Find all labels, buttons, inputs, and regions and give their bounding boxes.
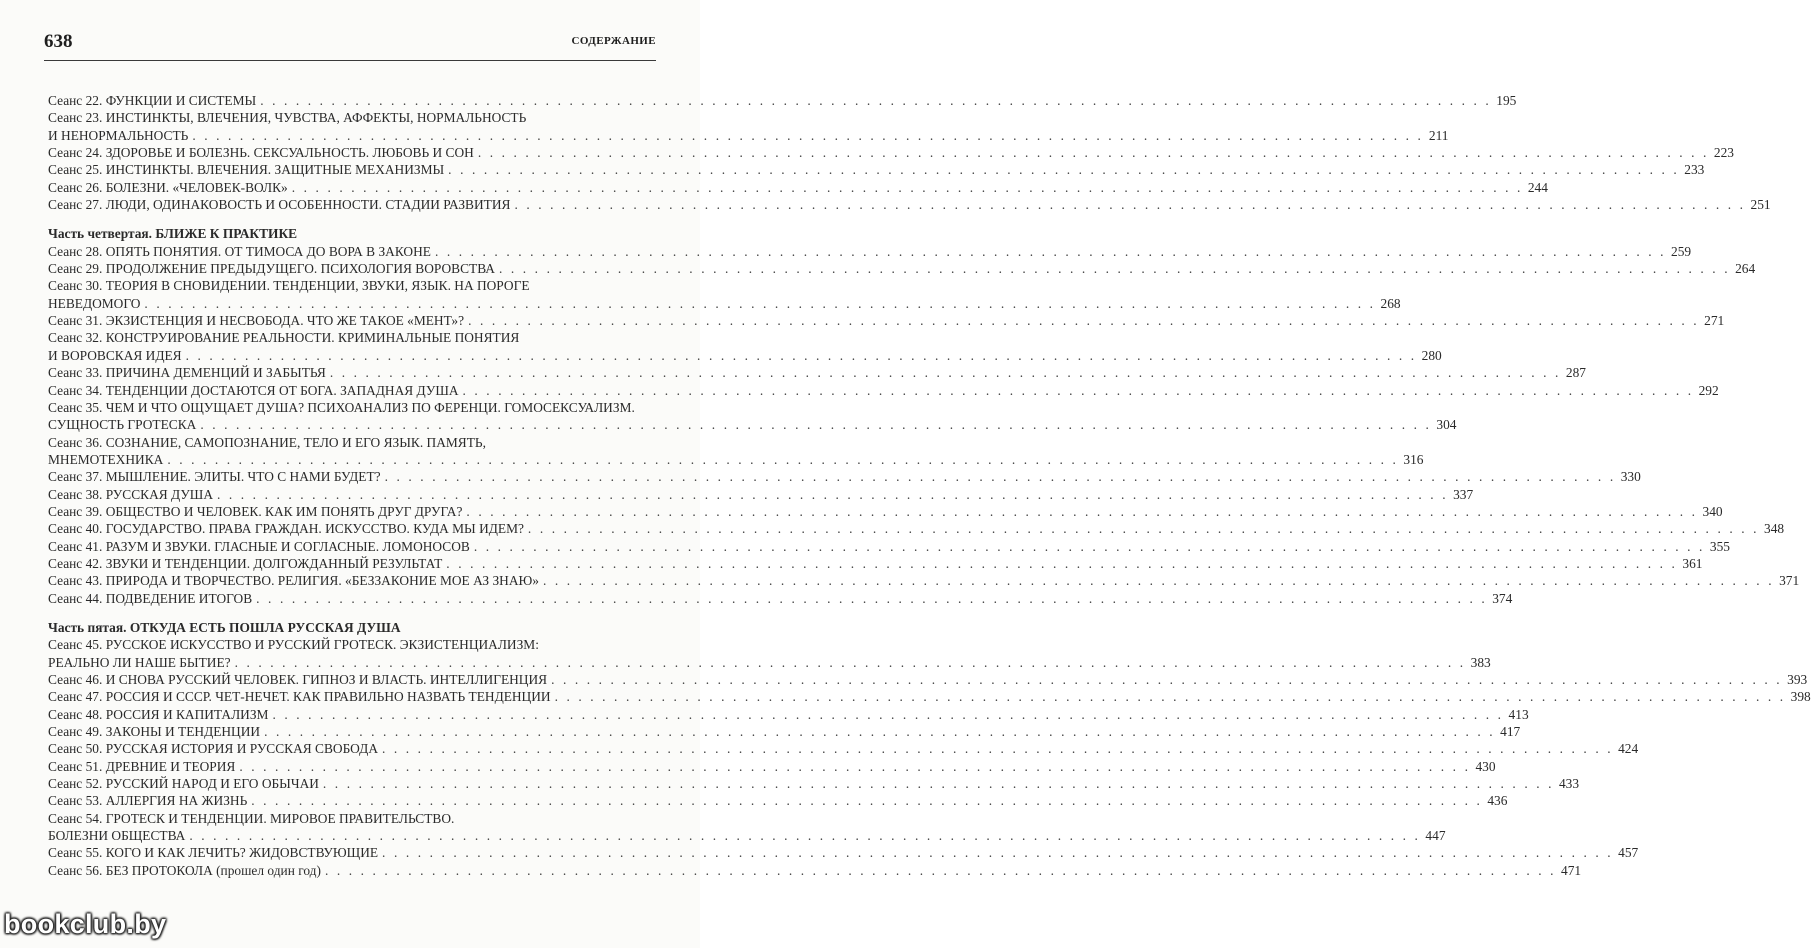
toc-entry-text: Сеанс 40. ГОСУДАРСТВО. ПРАВА ГРАЖДАН. ИСКУССТВО. КУДА МЫ ИДЕМ? — [48, 521, 524, 537]
toc-entry-text: Сеанс 25. ИНСТИНКТЫ. ВЛЕЧЕНИЯ. ЗАЩИТНЫЕ МЕХАНИЗМЫ — [48, 162, 445, 178]
toc-entry-text: Сеанс 24. ЗДОРОВЬЕ И БОЛЕЗНЬ. СЕКСУАЛЬНОСТЬ. ЛЮБОВЬ И СОН — [48, 145, 474, 161]
toc-entry-text: Сеанс 27. ЛЮДИ, ОДИНАКОВОСТЬ И ОСОБЕННОСТИ. СТАДИИ РАЗВИТИЯ — [48, 197, 511, 213]
dot-leader: . . . . . . . . . . . . . . . . . . . . . . . . . . . . . . . . . . . . . . . . . . . . . . . . . . . . . . . . . . . . . . . . . . . . . . . . . . . . . . . . . . . . . . . . . . . . . . . . . . . . . . . . — [554, 689, 1786, 705]
toc-entry — [48, 196, 1771, 213]
toc-page-number: 244 — [1527, 179, 1548, 195]
dot-leader: . . . . . . . . . . . . . . . . . . . . . . . . . . . . . . . . . . . . . . . . . . . . . . . . . . . . . . . . . . . . . . . . . . . . . . . . . . . . . . . . . . . . . . . . . . . . . . . . . . . . . . . . — [542, 573, 1775, 589]
toc-entry — [48, 688, 1811, 705]
dot-leader: . . . . . . . . . . . . . . . . . . . . . . . . . . . . . . . . . . . . . . . . . . . . . . . . . . . . . . . . . . . . . . . . . . . . . . . . . . . . . . . . . . . . . . . . . . . . . . . . . . . . . . . . — [551, 672, 1783, 687]
toc-entry — [48, 312, 1725, 329]
toc-page-number: 371 — [1779, 573, 1800, 589]
toc-entry — [48, 555, 1703, 572]
dot-leader: . . . . . . . . . . . . . . . . . . . . . . . . . . . . . . . . . . . . . . . . . . . . . . . . . . . . . . . . . . . . . . . . . . . . . . . . . . . . . . . . . . . . . . . . . . . . . . . . . . . . . . . . — [251, 793, 1483, 809]
dot-leader: . . . . . . . . . . . . . . . . . . . . . . . . . . . . . . . . . . . . . . . . . . . . . . . . . . . . . . . . . . . . . . . . . . . . . . . . . . . . . . . . . . . . . . . . . . . . . . . . . . . . . . . . — [185, 347, 1417, 363]
toc-entry-text: Сеанс 34. ТЕНДЕНЦИИ ДОСТАЮТСЯ ОТ БОГА. ЗАПАДНАЯ ДУША — [48, 382, 459, 398]
dot-leader: . . . . . . . . . . . . . . . . . . . . . . . . . . . . . . . . . . . . . . . . . . . . . . . . . . . . . . . . . . . . . . . . . . . . . . . . . . . . . . . . . . . . . . . . . . . . . . . . . . . . . . . . — [527, 521, 1760, 537]
toc-page-number: 348 — [1764, 521, 1785, 537]
dot-leader: . . . . . . . . . . . . . . . . . . . . . . . . . . . . . . . . . . . . . . . . . . . . . . . . . . . . . . . . . . . . . . . . . . . . . . . . . . . . . . . . . . . . . . . . . . . . . . . . . . . . . . . . — [234, 654, 1466, 670]
toc-entry — [48, 723, 1521, 740]
dot-leader: . . . . . . . . . . . . . . . . . . . . . . . . . . . . . . . . . . . . . . . . . . . . . . . . . . . . . . . . . . . . . . . . . . . . . . . . . . . . . . . . . . . . . . . . . . . . . . . . . . . . . . . . — [322, 776, 1555, 792]
toc-entry-text: Сеанс 39. ОБЩЕСТВО И ЧЕЛОВЕК. КАК ИМ ПОНЯТЬ ДРУГ ДРУГА? — [48, 503, 463, 519]
dot-leader: . . . . . . . . . . . . . . . . . . . . . . . . . . . . . . . . . . . . . . . . . . . . . . . . . . . . . . . . . . . . . . . . . . . . . . . . . . . . . . . . . . . . . . . . . . . . . . . . . . . . . . . . — [446, 555, 1678, 571]
dot-leader: . . . . . . . . . . . . . . . . . . . . . . . . . . . . . . . . . . . . . . . . . . . . . . . . . . . . . . . . . . . . . . . . . . . . . . . . . . . . . . . . . . . . . . . . . . . . . . . . . . . . . . . . — [192, 127, 1424, 143]
toc-entry-text: Сеанс 33. ПРИЧИНА ДЕМЕНЦИЙ И ЗАБЫТЬЯ — [48, 365, 326, 381]
watermark-logo: bookclub.by — [4, 909, 167, 939]
toc-entry-text: Сеанс 22. ФУНКЦИИ И СИСТЕМЫ — [48, 93, 257, 108]
toc-entry-text: Сеанс 37. МЫШЛЕНИЕ. ЭЛИТЫ. ЧТО С НАМИ БУДЕТ? — [48, 469, 381, 485]
dot-leader: . . . . . . . . . . . . . . . . . . . . . . . . . . . . . . . . . . . . . . . . . . . . . . . . . . . . . . . . . . . . . . . . . . . . . . . . . . . . . . . . . . . . . . . . . . . . . . . . . . . . . . . . — [329, 365, 1561, 381]
toc-entry-text: Сеанс 54. ГРОТЕСК И ТЕНДЕНЦИИ. МИРОВОЕ ПРАВИТЕЛЬСТВО. — [48, 810, 455, 826]
toc-page-number: 264 — [1735, 261, 1756, 277]
toc-entry-text: Сеанс 30. ТЕОРИЯ В СНОВИДЕНИИ. ТЕНДЕНЦИИ, ЗВУКИ, ЯЗЫК. НА ПОРОГЕ — [48, 278, 530, 294]
toc-page-number: 268 — [1380, 295, 1401, 311]
toc-entry-text: Сеанс 26. БОЛЕЗНИ. «ЧЕЛОВЕК-ВОЛК» — [48, 179, 288, 195]
toc-page-number: 233 — [1684, 162, 1705, 178]
toc-entry — [48, 503, 1723, 520]
toc-page-number: 374 — [1492, 590, 1513, 606]
toc-entry-continued — [48, 434, 654, 451]
toc-entry-text: Сеанс 49. ЗАКОНЫ И ТЕНДЕНЦИИ — [48, 724, 261, 740]
toc-entry — [48, 295, 1401, 312]
toc-page-number: 259 — [1671, 243, 1692, 259]
part-title: ОТКУДА ЕСТЬ ПОШЛА РУССКАЯ ДУША — [129, 619, 401, 635]
toc-entry — [48, 538, 1730, 555]
dot-leader: . . . . . . . . . . . . . . . . . . . . . . . . . . . . . . . . . . . . . . . . . . . . . . . . . . . . . . . . . . . . . . . . . . . . . . . . . . . . . . . . . . . . . . . . . . . . . . . . . . . . . . . . — [477, 145, 1709, 161]
dot-leader: . . . . . . . . . . . . . . . . . . . . . . . . . . . . . . . . . . . . . . . . . . . . . . . . . . . . . . . . . . . . . . . . . . . . . . . . . . . . . . . . . . . . . . . . . . . . . . . . . . . . . . . . — [291, 179, 1523, 195]
dot-leader: . . . . . . . . . . . . . . . . . . . . . . . . . . . . . . . . . . . . . . . . . . . . . . . . . . . . . . . . . . . . . . . . . . . . . . . . . . . . . . . . . . . . . . . . . . . . . . . . . . . . . . . . — [264, 724, 1496, 740]
toc-entry-text: Сеанс 53. АЛЛЕРГИЯ НА ЖИЗНЬ — [48, 793, 248, 809]
toc-entry-text: Сеанс 23. ИНСТИНКТЫ, ВЛЕЧЕНИЯ, ЧУВСТВА, АФФЕКТЫ, НОРМАЛЬНОСТЬ — [48, 110, 527, 126]
toc-page-number: 471 — [1561, 862, 1582, 878]
dot-leader: . . . . . . . . . . . . . . . . . . . . . . . . . . . . . . . . . . . . . . . . . . . . . . . . . . . . . . . . . . . . . . . . . . . . . . . . . . . . . . . . . . . . . . . . . . . . . . . . . . . . . . . . — [189, 828, 1421, 844]
toc-entry-text: Сеанс 50. РУССКАЯ ИСТОРИЯ И РУССКАЯ СВОБОДА — [48, 741, 378, 757]
toc-entry — [48, 862, 1582, 879]
toc-entry-text: Сеанс 52. РУССКИЙ НАРОД И ЕГО ОБЫЧАИ — [48, 776, 319, 792]
part-heading — [48, 619, 654, 636]
toc-page-number: 292 — [1698, 382, 1719, 398]
toc-entry-text: Сеанс 28. ОПЯТЬ ПОНЯТИЯ. ОТ ТИМОСА ДО ВОРА В ЗАКОНЕ — [48, 243, 431, 259]
toc-page-number: 383 — [1470, 654, 1491, 670]
toc-entry — [48, 827, 1446, 844]
toc-entry-text: Сеанс 47. РОССИЯ И СССР. ЧЕТ-НЕЧЕТ. КАК ПРАВИЛЬНО НАЗВАТЬ ТЕНДЕНЦИИ — [48, 689, 551, 705]
page-number: 638 — [44, 31, 73, 52]
toc-entry-continued — [48, 277, 654, 294]
toc-entry — [48, 706, 1529, 723]
dot-leader: . . . . . . . . . . . . . . . . . . . . . . . . . . . . . . . . . . . . . . . . . . . . . . . . . . . . . . . . . . . . . . . . . . . . . . . . . . . . . . . . . . . . . . . . . . . . . . . . . . . . . . . . — [498, 261, 1731, 277]
toc-entry — [48, 572, 1800, 589]
toc-page-number: 413 — [1508, 706, 1529, 722]
toc-entry — [48, 144, 1734, 161]
dot-leader: . . . . . . . . . . . . . . . . . . . . . . . . . . . . . . . . . . . . . . . . . . . . . . . . . . . . . . . . . . . . . . . . . . . . . . . . . . . . . . . . . . . . . . . . . . . . . . . . . . . . . . . . — [514, 197, 1746, 213]
section-gap — [48, 213, 654, 225]
toc-entry-continued — [48, 399, 654, 416]
toc-entry-continued — [48, 109, 654, 126]
toc-entry — [48, 451, 1424, 468]
toc-entry — [48, 844, 1639, 861]
dot-leader: . . . . . . . . . . . . . . . . . . . . . . . . . . . . . . . . . . . . . . . . . . . . . . . . . . . . . . . . . . . . . . . . . . . . . . . . . . . . . . . . . . . . . . . . . . . . . . . . . . . . . . . . — [216, 486, 1449, 502]
toc-page-number: 447 — [1425, 828, 1446, 844]
dot-leader: . . . . . . . . . . . . . . . . . . . . . . . . . . . . . . . . . . . . . . . . . . . . . . . . . . . . . . . . . . . . . . . . . . . . . . . . . . . . . . . . . . . . . . . . . . . . . . . . . . . . . . . . — [466, 503, 1698, 519]
toc-entry-text: Сеанс 48. РОССИЯ И КАПИТАЛИЗМ — [48, 706, 269, 722]
toc-page-number: 251 — [1750, 197, 1771, 213]
toc-entry-text: И ВОРОВСКАЯ ИДЕЯ — [48, 347, 182, 363]
toc-entry — [48, 671, 1808, 688]
toc-page-number: 223 — [1713, 145, 1734, 161]
toc-page-number: 211 — [1428, 127, 1449, 143]
toc-entry-text: Сеанс 56. БЕЗ ПРОТОКОЛА (прошел один год) — [48, 862, 321, 878]
dot-leader: . . . . . . . . . . . . . . . . . . . . . . . . . . . . . . . . . . . . . . . . . . . . . . . . . . . . . . . . . . . . . . . . . . . . . . . . . . . . . . . . . . . . . . . . . . . . . . . . . . . . . . . . — [434, 243, 1667, 259]
part-title: БЛИЖЕ К ПРАКТИКЕ — [155, 226, 298, 242]
toc-entry — [48, 161, 1705, 178]
toc-entry — [48, 127, 1449, 144]
toc-entry-continued — [48, 810, 654, 827]
toc-entry — [48, 260, 1756, 277]
toc-entry — [48, 179, 1548, 196]
toc-entry — [48, 468, 1641, 485]
toc-entry — [48, 364, 1586, 381]
part-prefix: Часть четвертая. — [48, 226, 156, 242]
toc-entry — [48, 654, 1491, 671]
running-header-title: СОДЕРЖАНИЕ — [571, 35, 656, 47]
toc-entry-text: БОЛЕЗНИ ОБЩЕСТВА — [48, 828, 186, 844]
dot-leader: . . . . . . . . . . . . . . . . . . . . . . . . . . . . . . . . . . . . . . . . . . . . . . . . . . . . . . . . . . . . . . . . . . . . . . . . . . . . . . . . . . . . . . . . . . . . . . . . . . . . . . . . — [144, 295, 1376, 311]
toc-entry — [48, 792, 1508, 809]
toc-page-number: 271 — [1704, 313, 1725, 329]
toc-entry — [48, 590, 1513, 607]
dot-leader: . . . . . . . . . . . . . . . . . . . . . . . . . . . . . . . . . . . . . . . . . . . . . . . . . . . . . . . . . . . . . . . . . . . . . . . . . . . . . . . . . . . . . . . . . . . . . . . . . . . . . . . . — [473, 538, 1705, 554]
toc-page-number: 340 — [1702, 503, 1723, 519]
dot-leader: . . . . . . . . . . . . . . . . . . . . . . . . . . . . . . . . . . . . . . . . . . . . . . . . . . . . . . . . . . . . . . . . . . . . . . . . . . . . . . . . . . . . . . . . . . . . . . . . . . . . . . . . — [272, 706, 1504, 722]
part-prefix: Часть пятая. — [48, 619, 130, 635]
header-rule — [44, 60, 656, 61]
dot-leader: . . . . . . . . . . . . . . . . . . . . . . . . . . . . . . . . . . . . . . . . . . . . . . . . . . . . . . . . . . . . . . . . . . . . . . . . . . . . . . . . . . . . . . . . . . . . . . . . . . . . . . . . — [260, 93, 1492, 108]
dot-leader: . . . . . . . . . . . . . . . . . . . . . . . . . . . . . . . . . . . . . . . . . . . . . . . . . . . . . . . . . . . . . . . . . . . . . . . . . . . . . . . . . . . . . . . . . . . . . . . . . . . . . . . . — [256, 590, 1488, 606]
toc-entry — [48, 92, 1517, 109]
dot-leader: . . . . . . . . . . . . . . . . . . . . . . . . . . . . . . . . . . . . . . . . . . . . . . . . . . . . . . . . . . . . . . . . . . . . . . . . . . . . . . . . . . . . . . . . . . . . . . . . . . . . . . . . — [382, 741, 1614, 757]
toc-page-number: 430 — [1475, 758, 1496, 774]
toc-page-number: 457 — [1618, 845, 1639, 861]
toc-page-number: 355 — [1709, 538, 1730, 554]
toc-page-number: 424 — [1618, 741, 1639, 757]
toc-page-number: 280 — [1421, 347, 1442, 363]
toc-page-number: 398 — [1790, 689, 1811, 705]
dot-leader: . . . . . . . . . . . . . . . . . . . . . . . . . . . . . . . . . . . . . . . . . . . . . . . . . . . . . . . . . . . . . . . . . . . . . . . . . . . . . . . . . . . . . . . . . . . . . . . . . . . . . . . . — [382, 845, 1614, 861]
section-gap — [48, 607, 654, 619]
toc-entry — [48, 382, 1719, 399]
toc-entry-text: СУЩНОСТЬ ГРОТЕСКА — [48, 417, 197, 433]
toc-entry — [48, 775, 1580, 792]
toc-entry — [48, 520, 1785, 537]
toc-page-number: 304 — [1436, 417, 1457, 433]
toc-entry — [48, 347, 1442, 364]
dot-leader: . . . . . . . . . . . . . . . . . . . . . . . . . . . . . . . . . . . . . . . . . . . . . . . . . . . . . . . . . . . . . . . . . . . . . . . . . . . . . . . . . . . . . . . . . . . . . . . . . . . . . . . . — [384, 469, 1616, 485]
toc-entry-text: Сеанс 38. РУССКАЯ ДУША — [48, 486, 213, 502]
toc-entry-text: МНЕМОТЕХНИКА — [48, 451, 164, 467]
toc-page-number: 417 — [1500, 724, 1521, 740]
toc-entry — [48, 486, 1474, 503]
dot-leader: . . . . . . . . . . . . . . . . . . . . . . . . . . . . . . . . . . . . . . . . . . . . . . . . . . . . . . . . . . . . . . . . . . . . . . . . . . . . . . . . . . . . . . . . . . . . . . . . . . . . . . . . — [324, 862, 1557, 878]
dot-leader: . . . . . . . . . . . . . . . . . . . . . . . . . . . . . . . . . . . . . . . . . . . . . . . . . . . . . . . . . . . . . . . . . . . . . . . . . . . . . . . . . . . . . . . . . . . . . . . . . . . . . . . . — [462, 382, 1694, 398]
dot-leader: . . . . . . . . . . . . . . . . . . . . . . . . . . . . . . . . . . . . . . . . . . . . . . . . . . . . . . . . . . . . . . . . . . . . . . . . . . . . . . . . . . . . . . . . . . . . . . . . . . . . . . . . — [468, 313, 1700, 329]
toc-entry — [48, 758, 1496, 775]
toc-entry-text: РЕАЛЬНО ЛИ НАШЕ БЫТИЕ? — [48, 654, 231, 670]
toc-page-number: 337 — [1453, 486, 1474, 502]
toc-entry-text: Сеанс 42. ЗВУКИ И ТЕНДЕНЦИИ. ДОЛГОЖДАННЫЙ РЕЗУЛЬТАТ — [48, 555, 443, 571]
toc-page-number: 393 — [1787, 672, 1808, 687]
toc-entry-text: Сеанс 35. ЧЕМ И ЧТО ОЩУЩАЕТ ДУША? ПСИХОАНАЛИЗ ПО ФЕРЕНЦИ. ГОМОСЕКСУАЛИЗМ. — [48, 399, 635, 415]
dot-leader: . . . . . . . . . . . . . . . . . . . . . . . . . . . . . . . . . . . . . . . . . . . . . . . . . . . . . . . . . . . . . . . . . . . . . . . . . . . . . . . . . . . . . . . . . . . . . . . . . . . . . . . . — [167, 451, 1399, 467]
toc-entry-text: Сеанс 55. КОГО И КАК ЛЕЧИТЬ? ЖИДОВСТВУЮЩИЕ — [48, 845, 379, 861]
toc-entry-text: Сеанс 43. ПРИРОДА И ТВОРЧЕСТВО. РЕЛИГИЯ. «БЕЗЗАКОНИЕ МОЕ АЗ ЗНАЮ» — [48, 573, 539, 589]
dot-leader: . . . . . . . . . . . . . . . . . . . . . . . . . . . . . . . . . . . . . . . . . . . . . . . . . . . . . . . . . . . . . . . . . . . . . . . . . . . . . . . . . . . . . . . . . . . . . . . . . . . . . . . . — [200, 417, 1432, 433]
toc-page-number: 361 — [1682, 555, 1703, 571]
toc-entry-text: Сеанс 51. ДРЕВНИЕ И ТЕОРИЯ — [48, 758, 236, 774]
part-heading — [48, 225, 654, 242]
toc-entry-text: Сеанс 46. И СНОВА РУССКИЙ ЧЕЛОВЕК. ГИПНОЗ И ВЛАСТЬ. ИНТЕЛЛИГЕНЦИЯ — [48, 672, 548, 687]
toc-entry-text: НЕВЕДОМОГО — [48, 295, 141, 311]
toc-page-number: 195 — [1496, 93, 1517, 108]
toc-entry-text: И НЕНОРМАЛЬНОСТЬ — [48, 127, 189, 143]
toc-entry — [48, 416, 1457, 433]
toc-entry-continued — [48, 636, 654, 653]
toc-entry-text: Сеанс 45. РУССКОЕ ИСКУССТВО И РУССКИЙ ГРОТЕСК. ЭКЗИСТЕНЦИАЛИЗМ: — [48, 637, 539, 653]
toc-page-number: 433 — [1558, 776, 1580, 792]
toc-page-number: 287 — [1565, 365, 1586, 381]
toc-page-number: 330 — [1620, 469, 1641, 485]
toc-entry — [48, 243, 1692, 260]
toc-entry-text: Сеанс 31. ЭКЗИСТЕНЦИЯ И НЕСВОБОДА. ЧТО ЖЕ ТАКОЕ «МЕНТ»? — [48, 313, 465, 329]
toc-entry-continued — [48, 329, 654, 346]
dot-leader: . . . . . . . . . . . . . . . . . . . . . . . . . . . . . . . . . . . . . . . . . . . . . . . . . . . . . . . . . . . . . . . . . . . . . . . . . . . . . . . . . . . . . . . . . . . . . . . . . . . . . . . . — [448, 162, 1680, 178]
table-of-contents — [48, 92, 1811, 879]
dot-leader: . . . . . . . . . . . . . . . . . . . . . . . . . . . . . . . . . . . . . . . . . . . . . . . . . . . . . . . . . . . . . . . . . . . . . . . . . . . . . . . . . . . . . . . . . . . . . . . . . . . . . . . . — [239, 758, 1471, 774]
toc-entry-text: Сеанс 29. ПРОДОЛЖЕНИЕ ПРЕДЫДУЩЕГО. ПСИХОЛОГИЯ ВОРОВСТВА — [48, 261, 495, 277]
toc-page-number: 436 — [1487, 793, 1508, 809]
toc-entry-text: Сеанс 32. КОНСТРУИРОВАНИЕ РЕАЛЬНОСТИ. КРИМИНАЛЬНЫЕ ПОНЯТИЯ — [48, 330, 520, 346]
toc-entry — [48, 740, 1639, 757]
toc-entry-text: Сеанс 41. РАЗУМ И ЗВУКИ. ГЛАСНЫЕ И СОГЛАСНЫЕ. ЛОМОНОСОВ — [48, 538, 470, 554]
toc-page-number: 316 — [1403, 451, 1424, 467]
toc-entry-text: Сеанс 44. ПОДВЕДЕНИЕ ИТОГОВ — [48, 590, 253, 606]
toc-entry-text: Сеанс 36. СОЗНАНИЕ, САМОПОЗНАНИЕ, ТЕЛО И ЕГО ЯЗЫК. ПАМЯТЬ, — [48, 434, 486, 450]
